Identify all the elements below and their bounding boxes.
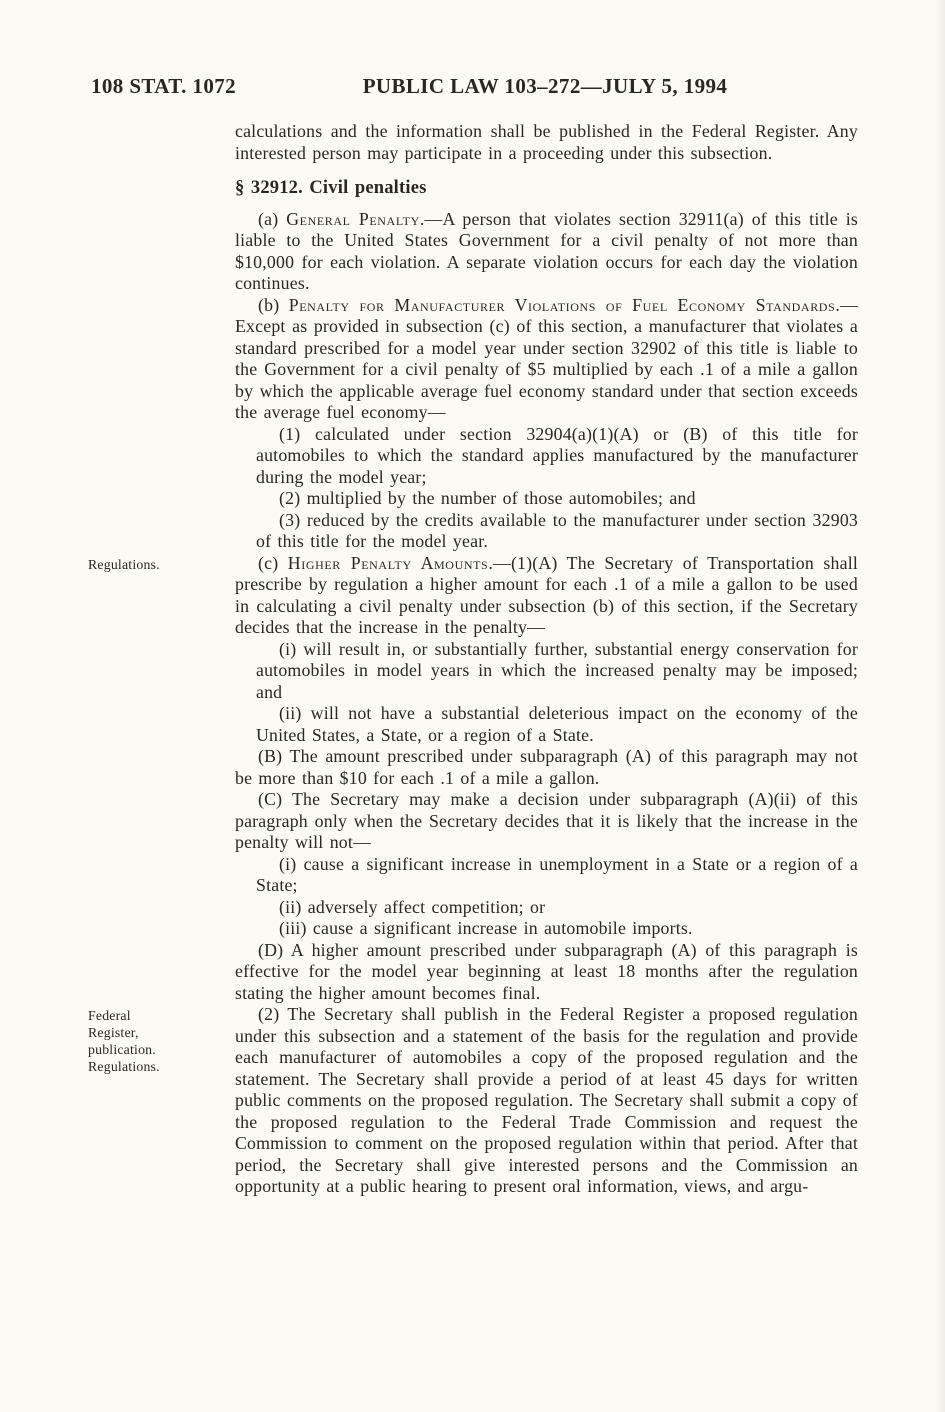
paragraph-row [88,940,858,1005]
body-text: (a) [258,208,287,229]
body-text: (2) multiplied by the number of those automobiles; and [279,488,696,508]
paragraph-row [88,510,858,553]
statute-paragraph-para-b-1 [256,424,858,489]
body-text: (b) [258,294,289,315]
margin-note [88,556,228,573]
statute-paragraph-para-c-2 [235,1004,858,1198]
paragraph-row [88,488,858,510]
statute-paragraph-para-c-higher-penalty-amounts [235,553,858,639]
statute-paragraph-para-c-1-c-ii [256,897,858,919]
paragraph-row [88,703,858,746]
statute-paragraph-para-c-1-a-ii [256,703,858,746]
paragraph-row [88,424,858,489]
smallcaps-text: Higher Penalty Amounts [287,552,489,573]
statute-paragraph-para-a-general-penalty [235,209,858,295]
body-text: (i) cause a significant increase in unemployment in a State or a region of a State; [256,853,858,895]
paragraph-row [88,789,858,854]
paragraph-row [88,553,858,639]
body-text: (C) The Secretary may make a decision under subparagraph (A)(ii) of this paragraph only when the Secretary decides that it is likely that the increase in the penalty will not— [235,789,858,852]
page-header [91,74,858,106]
body-text: (D) A higher amount prescribed under subparagraph (A) of this paragraph is effective for the model year beginning at least 18 months after the regulation stating the higher amount becomes final. [235,939,858,1003]
margin-note-line: Federal [88,1008,131,1023]
body-text: (iii) cause a significant increase in automobile imports. [279,918,693,938]
body-text: (i) will result in, or substantially further, substantial energy conservation for automobiles in model years in which the increased penalty may be imposed; and [256,638,858,702]
body-text: .—(1)(A) The Secretary of Transportation shall prescribe by regulation a higher amount for each .1 of a mile a gallon to be used in calculating a civil penalty under subsection (b) of this section, if the Secretary decides that the increase in the penalty— [235,552,858,637]
body-text: (c) [258,552,288,573]
paragraph-row [88,639,858,704]
body-text: (ii) adversely affect competition; or [279,896,546,917]
paragraph-row [88,295,858,424]
margin-note-line: Regulations. [88,556,160,572]
statute-body [88,121,858,1198]
statute-paragraph-para-b-3 [256,510,858,553]
body-text: .—A person that violates section 32911(a) of this title is liable to the United States Government for a civil penalty of not more than $10,000 for each violation. A separate violation occurs for each day the violation continues. [235,208,858,293]
statute-paragraph-intro-continuation [235,121,858,164]
smallcaps-text: Penalty for Manufacturer Violations of Fuel Economy Standards [288,294,836,315]
body-text: .—Except as provided in subsection (c) of this section, a manufacturer that violates a standard prescribed for a model year under section 32902 of this title is liable to the Government for a civil penalty of $5 multiplied by each .1 of a mile a gallon by which the applicable average fuel economy standard under that section exceeds the average fuel economy— [235,294,858,422]
smallcaps-text: General Penalty [286,208,420,229]
section-heading [235,178,858,200]
body-text: (1) calculated under section 32904(a)(1)(A) or (B) of this title for automobiles to which the standard applies manufactured by the manufacturer during the model year; [256,423,858,487]
margin-note-line: Register, [88,1025,139,1040]
margin-note [88,1007,228,1075]
statute-paragraph-para-c-1-c [235,789,858,854]
law-title: PUBLIC LAW 103–272—JULY 5, 1994 [362,74,728,98]
statute-paragraph-para-c-1-d [235,940,858,1005]
margin-note-line: Regulations. [88,1059,160,1074]
paragraph-row [88,178,858,200]
statute-paragraph-para-c-1-c-i [256,854,858,897]
statute-paragraph-para-c-1-a-i [256,639,858,704]
stat-page-number: 108 STAT. 1072 [91,74,237,98]
paragraph-row [88,1004,858,1198]
statute-paragraph-para-b-2 [256,488,858,510]
paragraph-row [88,897,858,919]
body-text: (B) The amount prescribed under subparagraph (A) of this paragraph may not be more than $10 for each .1 of a mile a gallon. [235,746,858,788]
paragraph-row [88,854,858,897]
paragraph-row [88,121,858,164]
body-text: § 32912. Civil penalties [235,178,427,198]
body-text: (ii) will not have a substantial deleterious impact on the economy of the United States, a State, or a region of a State. [256,703,858,745]
body-text: (2) The Secretary shall publish in the Federal Register a proposed regulation under this subsection and a statement of the basis for the regulation and provide each manufacturer of automobiles a copy of the proposed regulation and the statement. The Secretary shall provide a period of at least 45 days for written public comments on the proposed regulation. The Secretary shall submit a copy of the proposed regulation to the Federal Trade Commission and request the Commission to comment on the proposed regulation within that period. After that period, the Secretary shall give interested persons and the Commission an opportunity at a public hearing to present oral information, views, and argu- [235,1004,858,1196]
statute-paragraph-para-c-1-b [235,746,858,789]
body-text: calculations and the information shall be published in the Federal Register. Any interested person may participate in a proceeding under this subsection. [235,121,858,163]
statute-paragraph-para-b-manufacturer-violations [235,295,858,424]
paragraph-row [88,918,858,940]
margin-note-line: publication. [88,1042,156,1057]
paragraph-row [88,209,858,295]
paragraph-row [88,746,858,789]
statute-paragraph-para-c-1-c-iii [256,918,858,940]
body-text: (3) reduced by the credits available to the manufacturer under section 32903 of this title for the model year. [256,509,858,551]
